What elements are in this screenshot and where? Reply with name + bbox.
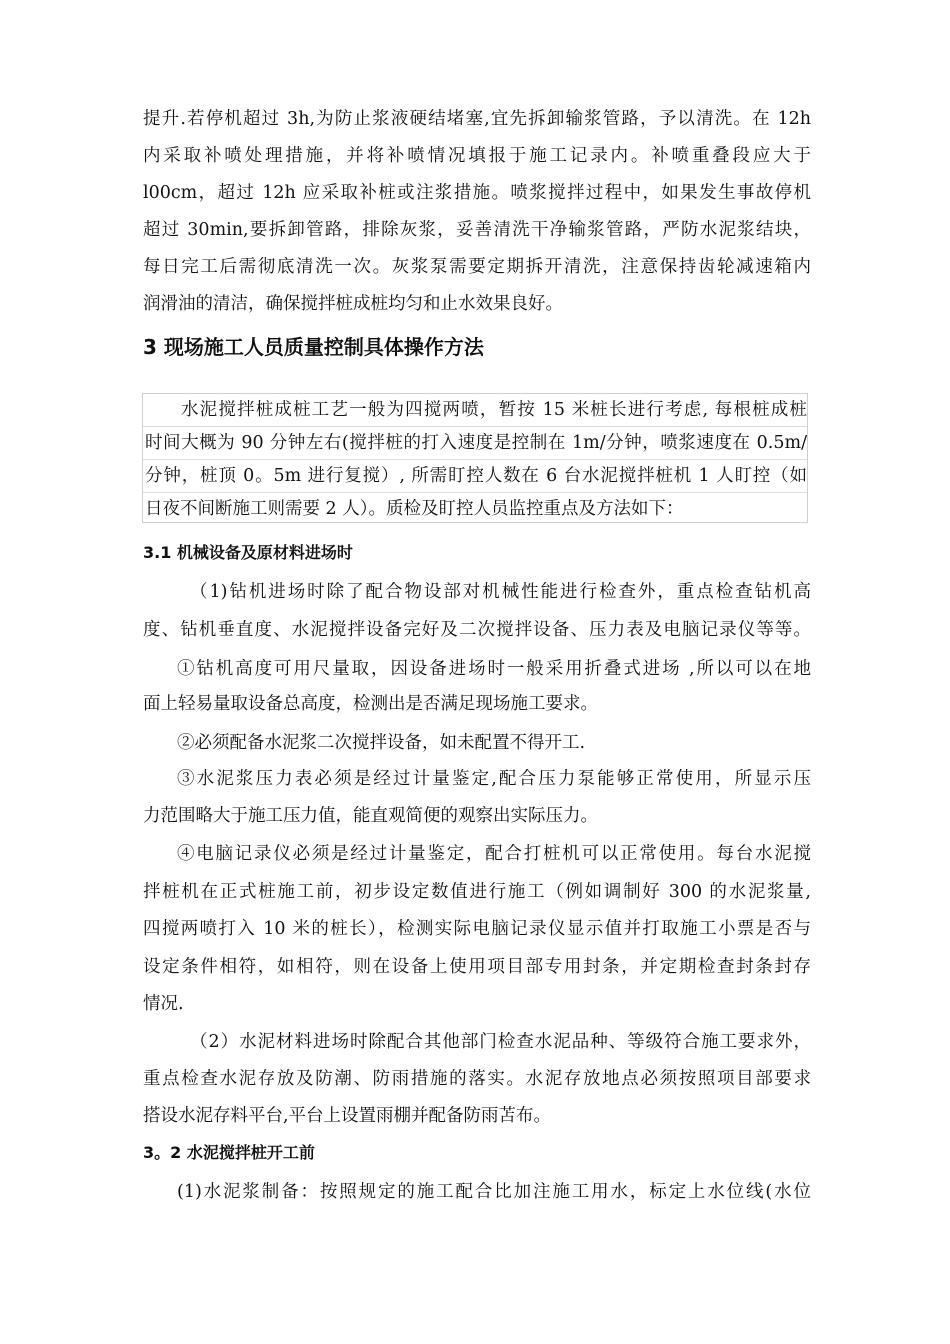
text-line: （1)钻机进场时除了配合物设部对机械性能进行检查外，重点检查钻机高 (190, 582, 811, 602)
text-line: 度、钻机垂直度、水泥搅拌设备完好及二次搅拌设备、压力表及电脑记录仪等等。 (143, 620, 811, 640)
text-line: 四搅两喷打入 10 米的桩长），检测实际电脑记录仪显示值并打取施工小票是否与 (143, 919, 811, 939)
text-line: 分钟，桩顶 0。5m 进行复搅）, 所需盯控人数在 6 台水泥搅拌桩机 1 人盯控（如 (145, 466, 807, 486)
text-line: 搭设水泥存料平台,平台上设置雨棚并配备防雨苫布。 (143, 1106, 552, 1126)
check-item-2: ②必须配备水泥浆二次搅拌设备，如未配置不得开工. (177, 733, 586, 753)
text-line: 每日完工后需彻底清洗一次。灰浆泵需要定期拆开清洗，注意保持齿轮减速箱内 (143, 257, 811, 277)
text-line: (1)水泥浆制备：按照规定的施工配合比加注施工用水，标定上水位线(水位 (177, 1182, 811, 1202)
text-line: 超过 30min,要拆卸管路，排除灰浆，妥善清洗干净输浆管路，严防水泥浆结块， (143, 220, 811, 240)
text-line: 时间大概为 90 分钟左右(搅拌桩的打入速度是控制在 1m/分钟，喷浆速度在 0.5m/ (145, 433, 807, 453)
text-line: （2）水泥材料进场时除配合其他部门检查水泥品种、等级符合施工要求外， (190, 1032, 811, 1052)
text-line: 面上轻易量取设备总高度，检测出是否满足现场施工要求。 (143, 694, 598, 714)
text-line: 日夜不间断施工则需要 2 人）。质检及盯控人员监控重点及方法如下： (145, 499, 684, 519)
section-3-1-heading: 3.1 机械设备及原材料进场时 (143, 543, 353, 562)
text-line: 重点检查水泥存放及防潮、防雨措施的落实。水泥存放地点必须按照项目部要求 (143, 1069, 811, 1089)
text-line: 润滑油的清洁，确保搅拌桩成桩均匀和止水效果良好。 (143, 294, 563, 314)
text-line: 力范围略大于施工压力值，能直观简便的观察出实际压力。 (143, 806, 598, 826)
section-3-heading: 3 现场施工人员质量控制具体操作方法 (143, 335, 484, 359)
text-line: 情况. (143, 994, 184, 1014)
text-line: ③水泥浆压力表必须是经过计量鉴定,配合压力泵能够正常使用，所显示压 (177, 769, 811, 789)
box-divider (143, 492, 807, 493)
text-line: l00cm，超过 12h 应采取补桩或注浆措施。喷浆搅拌过程中，如果发生事故停机 (143, 183, 811, 203)
section-3-2-heading: 3。2 水泥搅拌桩开工前 (143, 1143, 315, 1162)
box-divider (143, 426, 807, 427)
text-line: 提升.若停机超过 3h,为防止浆液硬结堵塞,宜先拆卸输浆管路，予以清洗。在 12h (143, 109, 811, 129)
text-line: 拌桩机在正式桩施工前，初步设定数值进行施工（例如调制好 300 的水泥浆量, (143, 882, 811, 902)
boxed-paragraph (142, 393, 808, 523)
text-line: ④电脑记录仪必须是经过计量鉴定，配合打桩机可以正常使用。每台水泥搅 (177, 844, 811, 864)
text-line: 水泥搅拌桩成桩工艺一般为四搅两喷，暂按 15 米桩长进行考虑, 每根桩成桩 (181, 400, 807, 420)
text-line: 设定条件相符，如相符，则在设备上使用项目部专用封条，并定期检查封条封存 (143, 957, 811, 977)
box-divider (143, 459, 807, 460)
text-line: ①钻机高度可用尺量取，因设备进场时一般采用折叠式进场 ,所以可以在地 (177, 659, 811, 679)
text-line: 内采取补喷处理措施，并将补喷情况填报于施工记录内。补喷重叠段应大于 (143, 146, 811, 166)
